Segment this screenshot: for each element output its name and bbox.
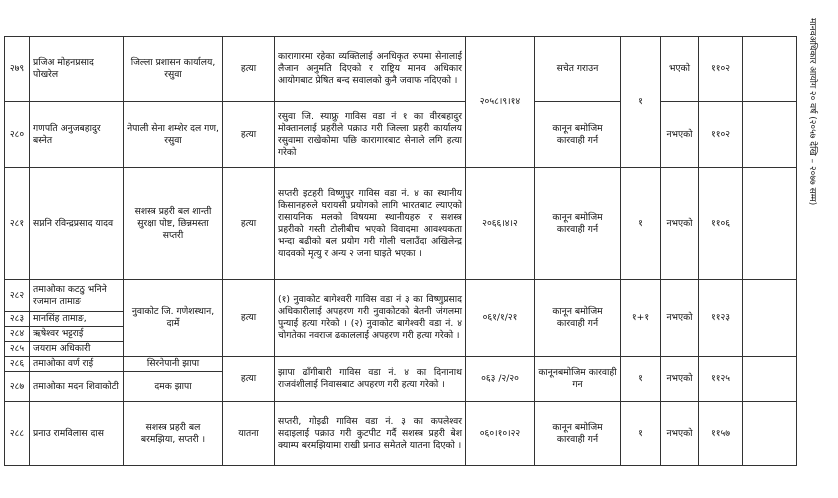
records-table — [4, 36, 797, 466]
incident-type: हत्या — [223, 37, 275, 102]
file-number: ११०६ — [699, 168, 743, 280]
respondent-name: सप्ननि रविन्द्रप्रसाद यादव — [30, 168, 124, 280]
incident-description: (१) नुवाकोट बागेश्वरी गाविस वडा नं ३ का विष्णुप्रसाद अधिकारीलाई अपहरण गरी नुवाकोटको बेतनी जंगलमा पुन्याई हत्या गरेको । (२) नुवाकोट बागेश्वरी वडा नं. ४ चोगतेका नवराज ढकाललाई अपहरण गरी हत्या गरेको । — [275, 280, 466, 357]
respondent-office: सिरनेपानी झापा — [124, 357, 223, 372]
serial-number: २८८ — [5, 402, 30, 466]
incident-description: रसुवा जि. स्याफ्रु गाविस वडा नं १ का वीरबहादुर मोक्तानलाई प्रहरीले पक्राउ गरी जिल्ला प्रहरी कार्यालय रसुवामा राखेकोमा पछि कारागारबाट सेनाले लगि हत्या गरेको — [275, 102, 466, 168]
blank-cell — [743, 280, 797, 357]
incident-type: हत्या — [223, 357, 275, 402]
count: १ — [621, 37, 661, 168]
table-row — [5, 102, 797, 168]
file-number: ११२३ — [699, 280, 743, 357]
count: १ — [621, 357, 661, 402]
count: १+१ — [621, 280, 661, 357]
respondent-name: जयराम अधिकारी — [30, 342, 124, 357]
recommendation: कानूनबमोजिम कारवाही गन — [535, 357, 621, 402]
serial-number: २७९ — [5, 37, 30, 102]
respondent-office: जिल्ला प्रशासन कार्यालय, रसुवा — [124, 37, 223, 102]
incident-type: हत्या — [223, 280, 275, 357]
decision-date: ०६३ /२/२० — [466, 357, 535, 402]
recommendation: कानून बमोजिम कारवाही गर्न — [535, 168, 621, 280]
serial-number: २८५ — [5, 342, 30, 357]
respondent-name: तमाओका वर्ण राई — [30, 357, 124, 372]
count: १ — [621, 402, 661, 466]
incident-type: हत्या — [223, 168, 275, 280]
blank-cell — [743, 168, 797, 280]
table-row — [5, 280, 797, 312]
serial-number: २८७ — [5, 372, 30, 402]
blank-cell — [743, 102, 797, 168]
table-row — [5, 402, 797, 466]
recommendation: कानून बमोजिम कारवाही गर्न — [535, 102, 621, 168]
table-row — [5, 168, 797, 280]
implementation-status: नभएको — [661, 357, 699, 402]
serial-number: २८१ — [5, 168, 30, 280]
respondent-name: मानसिंह तामाङ, — [30, 312, 124, 327]
respondent-name: ऋषेश्वर भट्टराई — [30, 327, 124, 342]
incident-description: सप्तरी, गोइढी गाविस वडा नं. ३ का कपलेश्वर सदाइलाई पक्राउ गरी कुटपीट गर्दै सशस्त्र प्रहरी बेश क्याम्प बरमझियामा राखी प्रनाउ समेतले यातना दिएको । — [275, 402, 466, 466]
decision-date: ०६१/१/२१ — [466, 280, 535, 357]
recommendation: कानून बमोजिम कारवाही गर्न — [535, 402, 621, 466]
blank-cell — [743, 37, 797, 102]
serial-number: २८४ — [5, 327, 30, 342]
incident-description: सप्तरी इटहरी विष्णुपुर गाविस वडा नं. ४ का स्थानीय किसानहरुले घरायसी प्रयोगको लागि भारतबाट ल्याएको रासायनिक मलको विषयमा स्थानीयहरु र सशस्त्र प्रहरीको गस्ती टोलीबीच भएको विवादमा आवश्यकता भन्दा बढीको बल प्रयोग गरी गोली चलाउँदा अखिलेन्द्र यादवको मृत्यु र अन्य २ जना घाइते भएका । — [275, 168, 466, 280]
side-running-header-text: मानवअधिकार आयोग २० वर्ष (२०५७ देखि – २०७७ सम्म) — [807, 18, 817, 206]
blank-cell — [743, 357, 797, 402]
implementation-status: नभएको — [661, 102, 699, 168]
respondent-name: तमाओका कटठु भनिने रजमान तामाङ — [30, 280, 124, 312]
respondent-name: तमाओका मदन शिवाकोटी — [30, 372, 124, 402]
recommendation: सचेत गराउन — [535, 37, 621, 102]
file-number: ११२५ — [699, 357, 743, 402]
serial-number: २८२ — [5, 280, 30, 312]
decision-date: ०६०।१०।२२ — [466, 402, 535, 466]
table-row — [5, 37, 797, 102]
serial-number: २८० — [5, 102, 30, 168]
blank-cell — [743, 402, 797, 466]
implementation-status: नभएको — [661, 402, 699, 466]
respondent-name: प्रजिअ मोहनप्रसाद पोखरेल — [30, 37, 124, 102]
file-number: ११०२ — [699, 37, 743, 102]
decision-date: २०५८।९।१४ — [466, 37, 535, 168]
file-number: ११०२ — [699, 102, 743, 168]
respondent-name: गणपति अनुजबहादुर बस्नेत — [30, 102, 124, 168]
recommendation: कानून बमोजिम कारवाही गर्न — [535, 280, 621, 357]
serial-number: २८३ — [5, 312, 30, 327]
incident-description: कारागारमा रहेका व्यक्तिलाई अनधिकृत रुपमा सेनालाई लैजान अनुमति दिएको र राष्ट्रिय मानव अधिकार आयोगबाट प्रेषित बन्द सवालको कुनै जवाफ नदिएको । — [275, 37, 466, 102]
serial-number: २८६ — [5, 357, 30, 372]
respondent-office: नुवाकोट जि. गणेशस्थान, दार्मे — [124, 280, 223, 357]
respondent-office: दमक झापा — [124, 372, 223, 402]
implementation-status: भएको — [661, 37, 699, 102]
respondent-office: सशस्त्र प्रहरी बल बरमझिया, सप्तरी । — [124, 402, 223, 466]
file-number: ११५७ — [699, 402, 743, 466]
count: १ — [621, 168, 661, 280]
implementation-status: नभएको — [661, 280, 699, 357]
table-row — [5, 357, 797, 372]
respondent-name: प्रनाउ रामविलास दास — [30, 402, 124, 466]
respondent-office: सशस्त्र प्रहरी बल शान्ती सुरक्षा पोष्ट, छिन्नमस्ता सप्तरी — [124, 168, 223, 280]
implementation-status: नभएको — [661, 168, 699, 280]
incident-type: यातना — [223, 402, 275, 466]
incident-type: हत्या — [223, 102, 275, 168]
side-running-header — [804, 18, 824, 278]
incident-description: झापा ढाँगीबारी गाविस वडा नं. ४ का दिनानाथ राजवंशीलाई निवासबाट अपहरण गरी हत्या गरेको । — [275, 357, 466, 402]
decision-date: २०६६।४।२ — [466, 168, 535, 280]
respondent-office: नेपाली सेना शम्शेर दल गण, रसुवा — [124, 102, 223, 168]
